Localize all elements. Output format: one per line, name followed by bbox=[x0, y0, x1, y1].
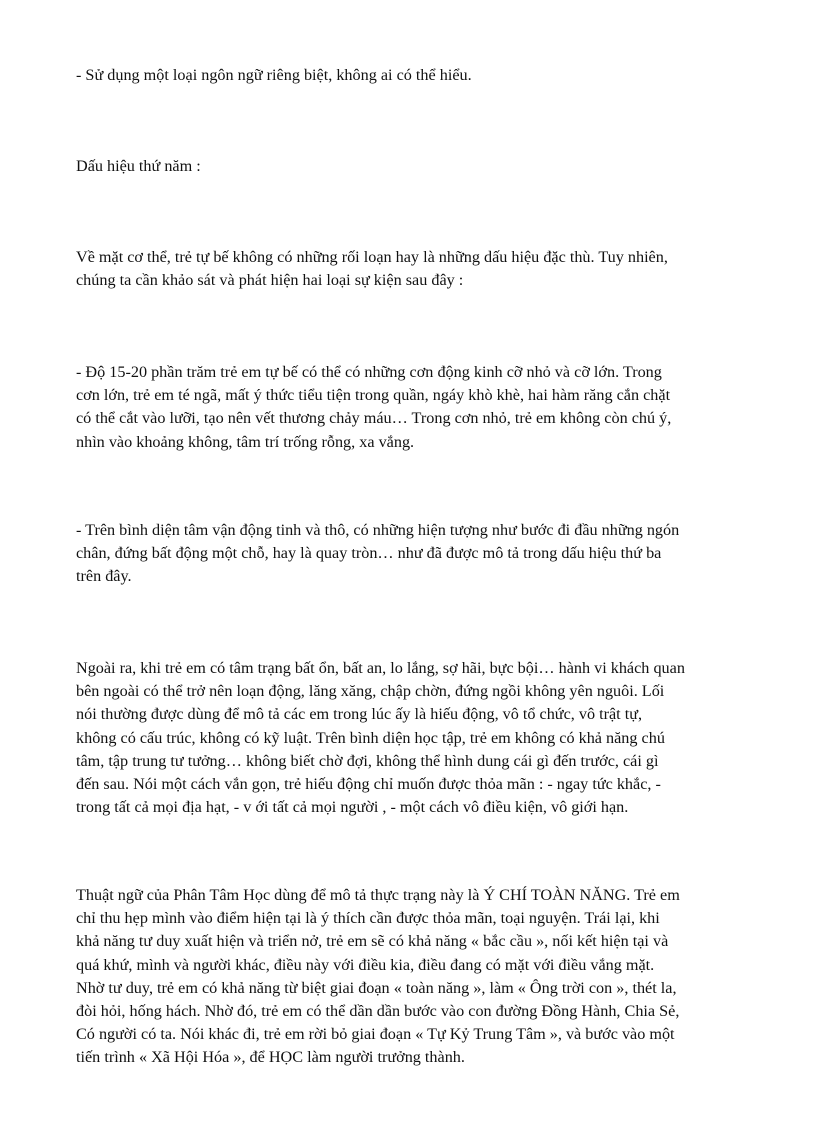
paragraph-language-sign: - Sử dụng một loại ngôn ngữ riêng biệt, không ai có thể hiểu. bbox=[76, 66, 472, 84]
paragraph-physical-signs: Về mặt cơ thể, trẻ tự bế không có những rối loạn hay là những dấu hiệu đặc thù. Tuy nhiên, chúng ta cần khảo sát và phát hiện hai loại sự kiện sau đây : bbox=[76, 248, 668, 290]
paragraph-motor-phenomena: - Trên bình diện tâm vận động tinh và thô, có những hiện tượng như bước đi đầu những ngón chân, đứng bất động một chỗ, hay là quay tròn… như đã được mô tả trong dấu hiệu thứ ba trên đây. bbox=[76, 521, 680, 586]
paragraph-omnipotence: Thuật ngữ của Phân Tâm Học dùng để mô tả thực trạng này là Ý CHÍ TOÀN NĂNG. Trẻ em chỉ thu hẹp mình vào điểm hiện tại là ý thích cần được thỏa mãn, toại nguyện. Trái lại, khi khả năng tư duy xuất hiện và triển nở, trẻ em sẽ có khả năng « bắc cầu », nối kết hiện tại và quá khứ, mình và người khác, điều này với điều kia, điều đang có mặt với điều vắng mặt. Nhờ tư duy, trẻ em có khả năng từ biệt giai đoạn « toàn năng », làm « Ông trời con », thét la, đòi hỏi, hống hách. Nhờ đó, trẻ em có thể dần dần bước vào con đường Đồng Hành, Chia Sẻ, Có người có ta. Nói khác đi, trẻ em rời bỏ giai đoạn « Tự Kỷ Trung Tâm », và bước vào một tiến trình « Xã Hội Hóa », để HỌC làm người trưởng thành. bbox=[76, 886, 680, 1067]
heading-fifth-sign: Dấu hiệu thứ năm : bbox=[76, 157, 201, 175]
paragraph-hyperactivity: Ngoài ra, khi trẻ em có tâm trạng bất ổn, bất an, lo lắng, sợ hãi, bực bội… hành vi khách quan bên ngoài có thể trở nên loạn động, lăng xăng, chập chờn, đứng ngồi không yên nguôi. Lối nói thường được dùng để mô tả các em trong lúc ấy là hiếu động, vô tổ chức, vô trật tự, không có cấu trúc, không có kỹ luật. Trên bình diện học tập, trẻ em không có khả năng chú tâm, tập trung tư tưởng… không biết chờ đợi, không thể hình dung cái gì đến trước, cái gì đến sau. Nói một cách vắn gọn, trẻ hiếu động chỉ muốn được thỏa mãn : - ngay tức khắc, - trong tất cả mọi địa hạt, - v ới tất cả mọi người , - một cách vô điều kiện, vô giới hạn. bbox=[76, 659, 685, 817]
paragraph-seizures: - Độ 15-20 phần trăm trẻ em tự bế có thể có những cơn động kinh cỡ nhỏ và cỡ lớn. Trong cơn lớn, trẻ em té ngã, mất ý thức tiểu tiện trong quần, ngáy khò khè, hai hàm răng cắn chặt có thể cắt vào lưỡi, tạo nên vết thương chảy máu… Trong cơn nhỏ, trẻ em không còn chú ý, nhìn vào khoảng không, tâm trí trống rỗng, xa vắng. bbox=[76, 363, 672, 451]
